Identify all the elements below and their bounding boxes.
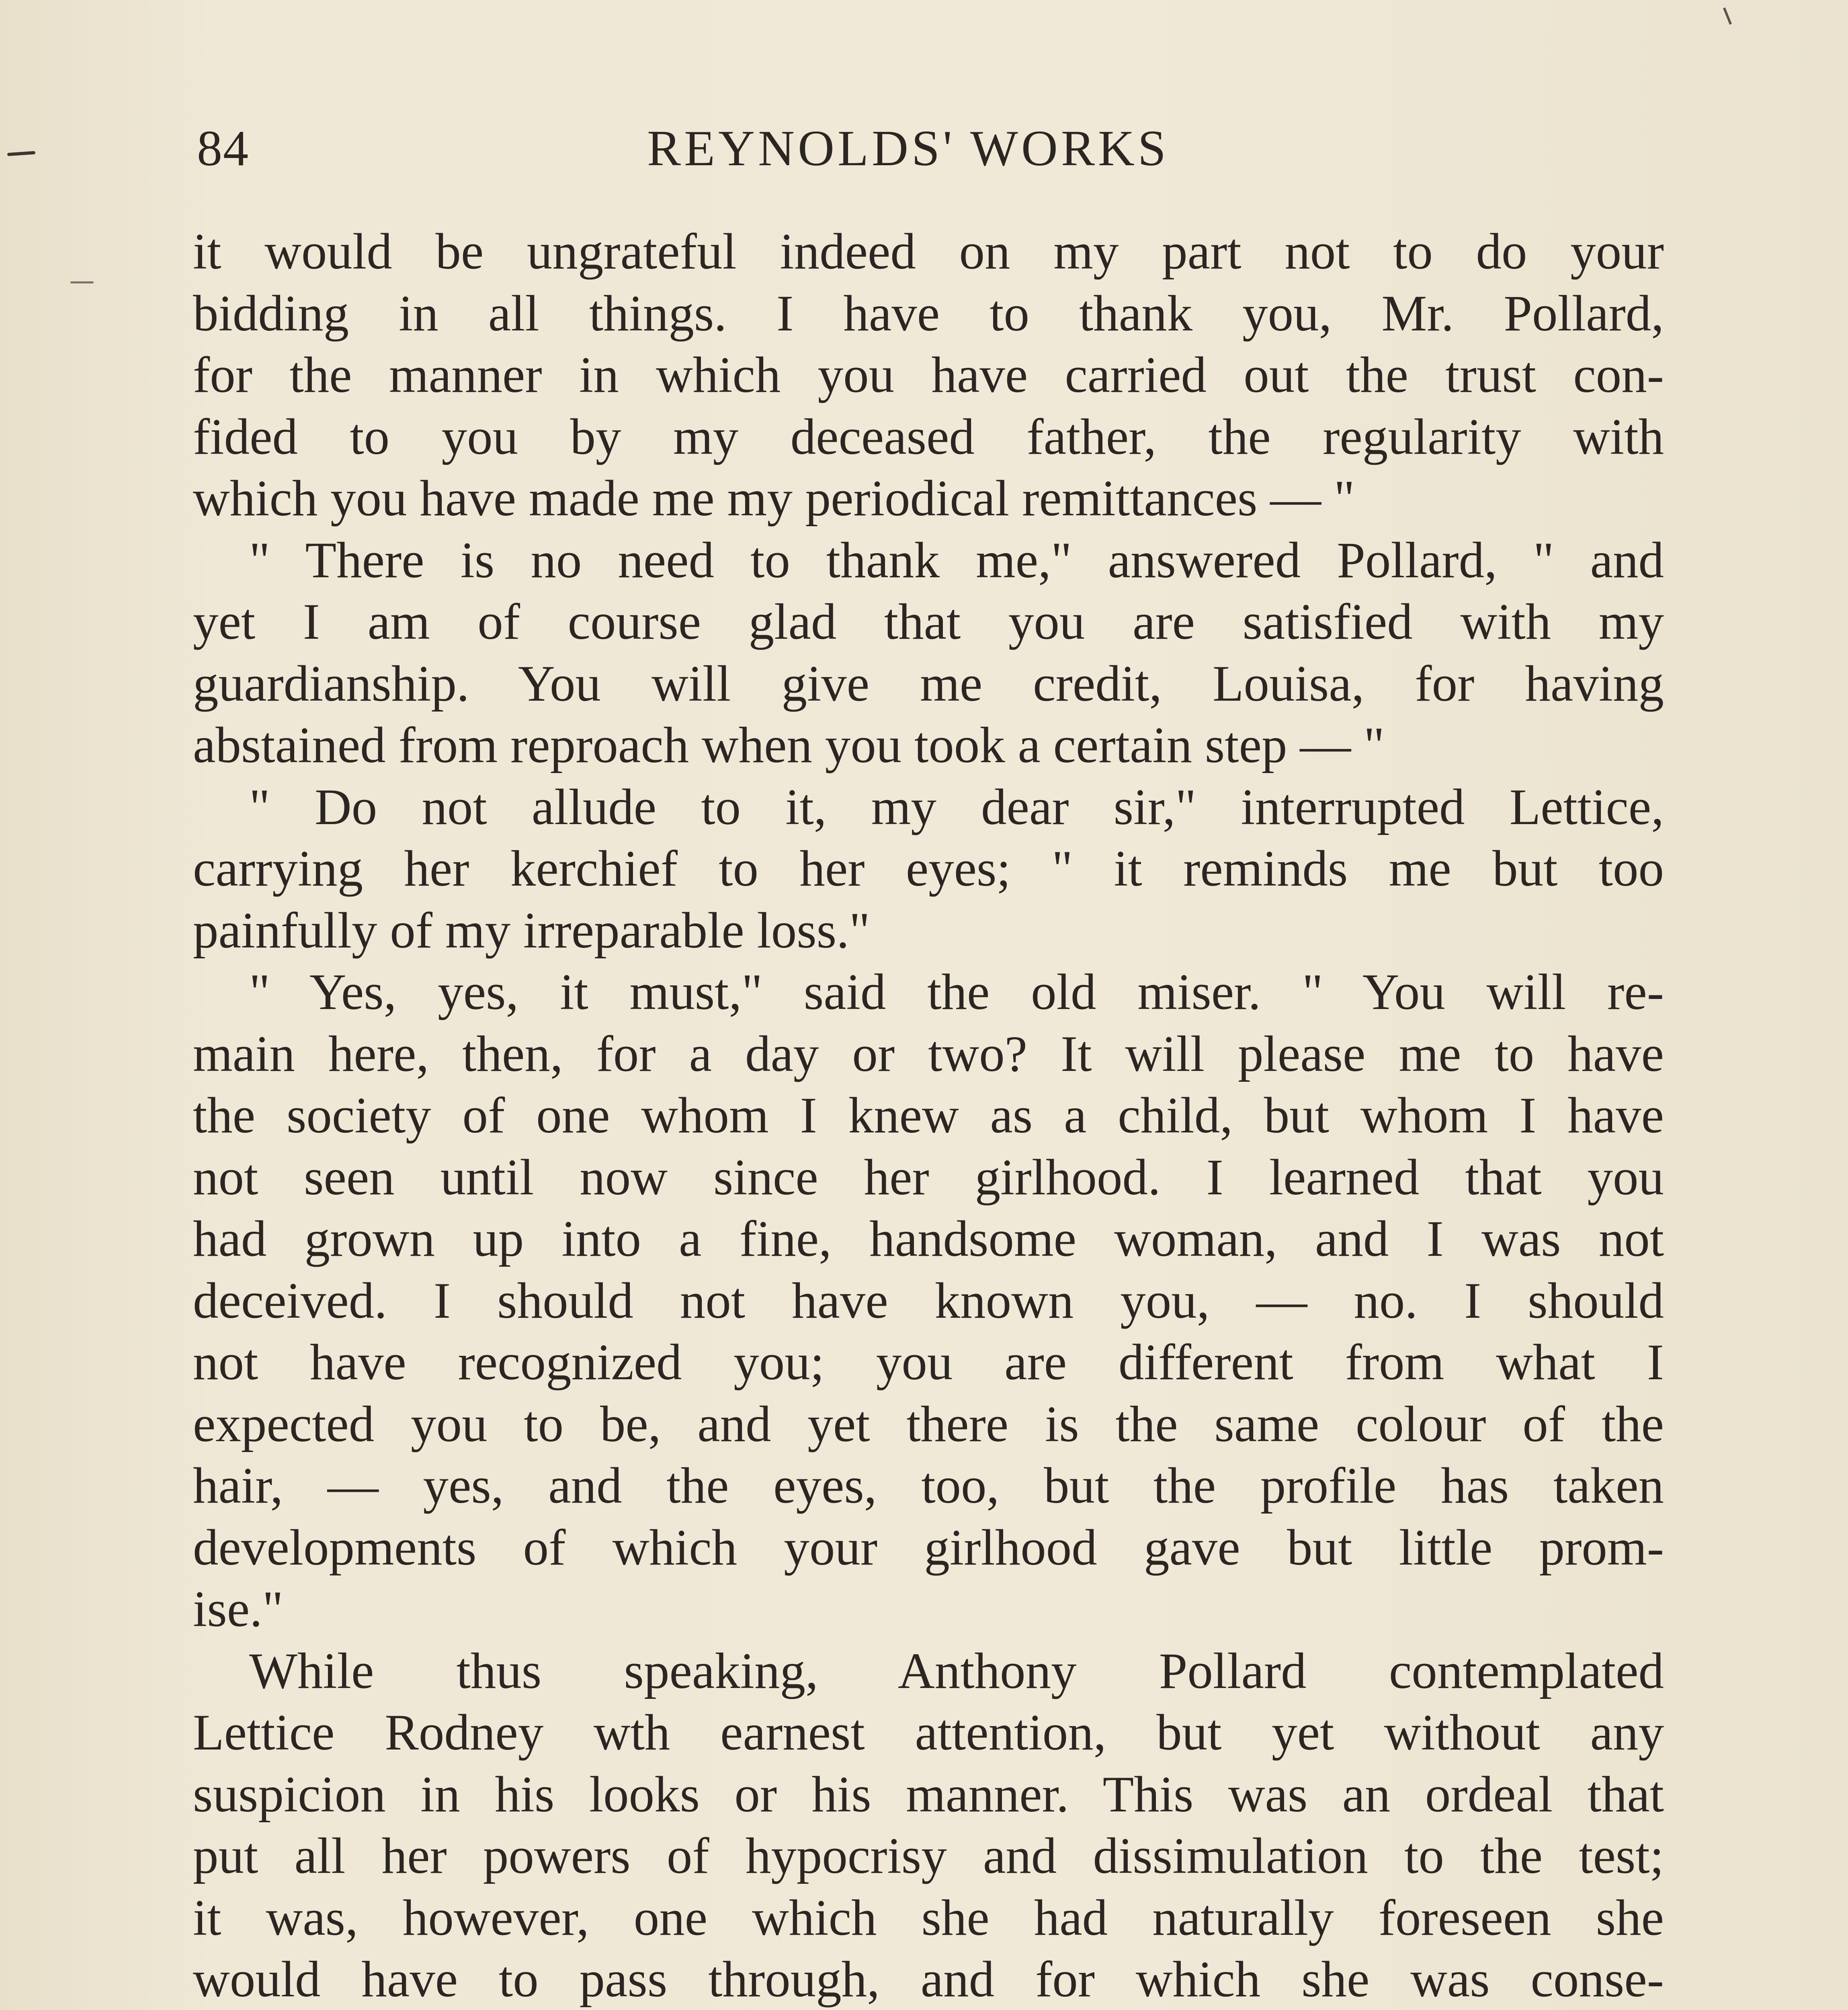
text-line: suspicion in his looks or his manner. This was an ordeal that	[193, 1766, 1664, 1823]
text-line: painfully of my irreparable loss."	[193, 902, 870, 959]
text-line: not seen until now since her girlhood. I learned that you	[193, 1149, 1664, 1206]
text-line: which you have made me my periodical remittances — "	[193, 470, 1355, 527]
text-line: yet I am of course glad that you are satisfied with my	[193, 594, 1664, 650]
text-line: guardianship. You will give me credit, Louisa, for having	[193, 655, 1664, 712]
text-line: put all her powers of hypocrisy and dissimulation to the test;	[193, 1828, 1664, 1884]
text-line: Lettice Rodney wth earnest attention, but yet without any	[193, 1704, 1664, 1761]
text-line: had grown up into a fine, handsome woman, and I was not	[193, 1211, 1664, 1267]
text-line: main here, then, for a day or two? It will please me to have	[193, 1026, 1664, 1082]
text-line: " Yes, yes, it must," said the old miser. " You will re-	[249, 964, 1664, 1020]
text-line: the society of one whom I knew as a child, but whom I have	[193, 1087, 1664, 1144]
text-line: " There is no need to thank me," answered Pollard, " and	[249, 532, 1664, 589]
text-line: bidding in all things. I have to thank you, Mr. Pollard,	[193, 285, 1664, 342]
margin-mark	[70, 281, 94, 283]
page-number: 84	[197, 121, 249, 176]
text-line: for the manner in which you have carried out the trust con-	[193, 347, 1664, 403]
text-line: ise."	[193, 1581, 283, 1637]
text-line: developments of which your girlhood gave but little prom-	[193, 1519, 1664, 1576]
text-line: hair, — yes, and the eyes, too, but the profile has taken	[193, 1458, 1664, 1514]
corner-mark	[1723, 7, 1732, 25]
text-line: carrying her kerchief to her eyes; " it reminds me but too	[193, 841, 1664, 897]
margin-mark	[7, 151, 35, 156]
text-line: not have recognized you; you are different from what I	[193, 1334, 1664, 1391]
text-line: it would be ungrateful indeed on my part not to do your	[193, 224, 1664, 280]
text-line: it was, however, one which she had naturally foreseen she	[193, 1889, 1664, 1946]
running-head: REYNOLDS' WORKS	[647, 121, 1169, 176]
text-line: " Do not allude to it, my dear sir," interrupted Lettice,	[249, 779, 1664, 835]
body-text	[193, 221, 1664, 2010]
text-line: fided to you by my deceased father, the regularity with	[193, 408, 1664, 465]
text-line: expected you to be, and yet there is the same colour of the	[193, 1396, 1664, 1452]
text-line: would have to pass through, and for which she was conse-	[193, 1951, 1664, 2008]
page-header	[197, 117, 1652, 193]
text-line: While thus speaking, Anthony Pollard contemplated	[249, 1643, 1664, 1699]
text-line: abstained from reproach when you took a certain step — "	[193, 717, 1385, 773]
text-line: deceived. I should not have known you, — no. I should	[193, 1272, 1664, 1329]
